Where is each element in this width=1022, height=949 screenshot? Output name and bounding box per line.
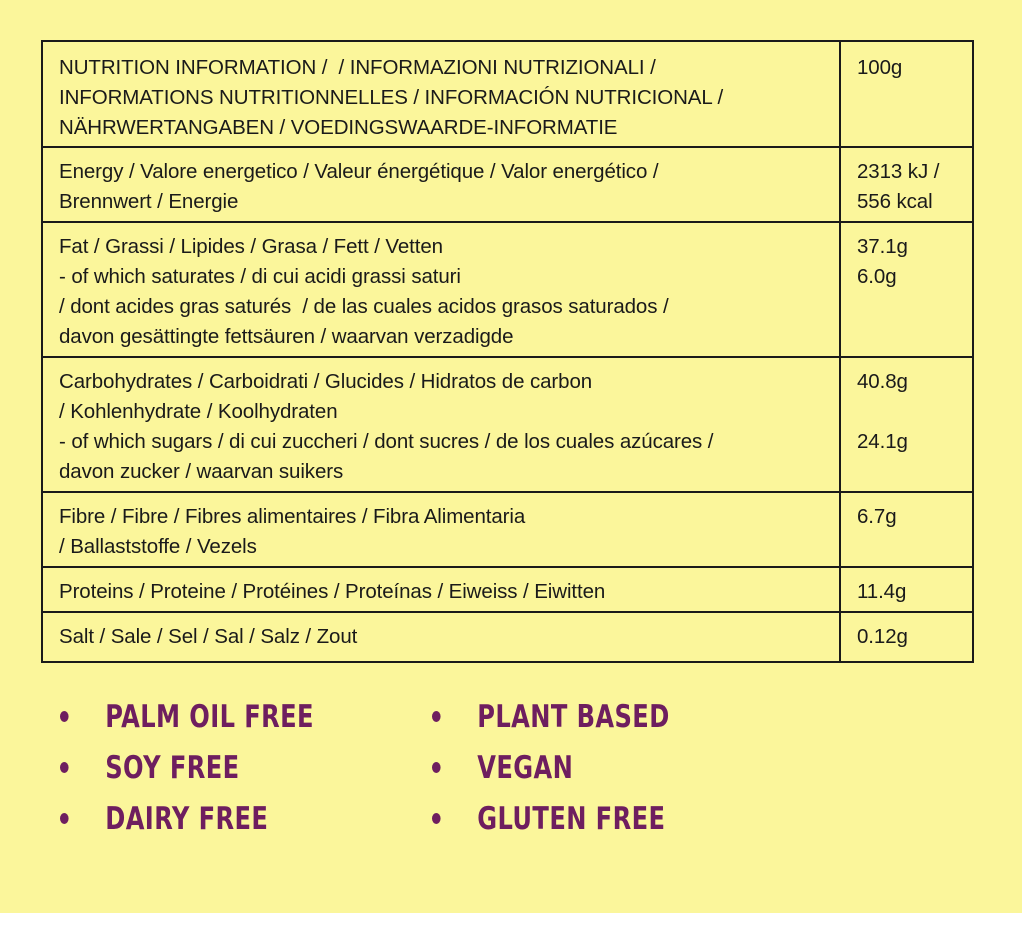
row-value: 40.8g <box>857 370 908 393</box>
row-label-cell <box>42 357 840 492</box>
row-value: 37.1g <box>857 235 908 258</box>
table-row-fat <box>42 222 973 357</box>
row-label-line: Proteins / Proteine / Protéines / Proteínas / Eiweiss / Eiwitten <box>59 580 606 603</box>
row-value: 2313 kJ / <box>857 160 940 183</box>
bullet-icon <box>60 762 69 773</box>
table-row-salt <box>42 612 973 662</box>
header-value: 100g <box>857 56 903 79</box>
row-value: 11.4g <box>857 580 907 603</box>
row-value-cell <box>840 222 973 357</box>
header-label-line: INFORMATIONS NUTRITIONNELLES / INFORMACIÓN NUTRICIONAL / <box>59 86 724 109</box>
row-label-line: - of which sugars / di cui zuccheri / dont sucres / de los cuales azúcares / <box>59 430 714 453</box>
row-label-line: - of which saturates / di cui acidi grassi saturi <box>59 265 461 288</box>
row-value-cell <box>840 612 973 662</box>
claim-text: SOY FREE <box>105 750 240 786</box>
claim-text: PALM OIL FREE <box>105 699 314 735</box>
row-value: 0.12g <box>857 625 908 648</box>
header-label-line: NUTRITION INFORMATION / / INFORMAZIONI NUTRIZIONALI / <box>59 56 656 79</box>
row-label-line: / dont acides gras saturés / de las cuales acidos grasos saturados / <box>59 295 669 318</box>
claim-text: DAIRY FREE <box>105 801 269 837</box>
row-label-cell <box>42 492 840 567</box>
row-label-line: Salt / Sale / Sel / Sal / Salz / Zout <box>59 625 358 648</box>
row-label-line: Fibre / Fibre / Fibres alimentaires / Fibra Alimentaria <box>59 505 526 528</box>
table-row-carbohydrates <box>42 357 973 492</box>
bullet-icon <box>432 762 441 773</box>
row-label-line: Fat / Grassi / Lipides / Grasa / Fett / Vetten <box>59 235 443 258</box>
row-label-cell <box>42 222 840 357</box>
table-header-row <box>42 41 973 147</box>
table-row-energy <box>42 147 973 222</box>
nutrition-table <box>41 40 974 663</box>
row-label-cell <box>42 567 840 612</box>
row-value: 6.0g <box>857 265 897 288</box>
row-label-cell <box>42 612 840 662</box>
row-label-cell <box>42 147 840 222</box>
row-value-cell <box>840 567 973 612</box>
row-value-cell <box>840 357 973 492</box>
header-label-line: NÄHRWERTANGABEN / VOEDINGSWAARDE-INFORMATIE <box>59 116 618 139</box>
row-label-line: Brennwert / Energie <box>59 190 239 213</box>
row-value: 24.1g <box>857 430 908 453</box>
claim-text: GLUTEN FREE <box>477 801 666 837</box>
bullet-icon <box>60 711 69 722</box>
row-label-line: davon gesättingte fettsäuren / waarvan verzadigde <box>59 325 514 348</box>
row-label-line: / Ballaststoffe / Vezels <box>59 535 257 558</box>
header-value-cell <box>840 41 973 147</box>
row-value <box>857 397 956 427</box>
row-label-line: Energy / Valore energetico / Valeur énergétique / Valor energético / <box>59 160 659 183</box>
claim-text: VEGAN <box>477 750 574 786</box>
table-row-proteins <box>42 567 973 612</box>
row-label-line: / Kohlenhydrate / Koolhydraten <box>59 400 338 423</box>
row-value-cell <box>840 147 973 222</box>
table-row-fibre <box>42 492 973 567</box>
row-label-line: Carbohydrates / Carboidrati / Glucides / Hidratos de carbon <box>59 370 593 393</box>
header-label-cell <box>42 41 840 147</box>
row-label-line: davon zucker / waarvan suikers <box>59 460 344 483</box>
row-value: 556 kcal <box>857 190 933 213</box>
bullet-icon <box>432 711 441 722</box>
bullet-icon <box>60 813 69 824</box>
row-value-cell <box>840 492 973 567</box>
bullet-icon <box>432 813 441 824</box>
row-value: 6.7g <box>857 505 897 528</box>
claim-text: PLANT BASED <box>477 699 670 735</box>
